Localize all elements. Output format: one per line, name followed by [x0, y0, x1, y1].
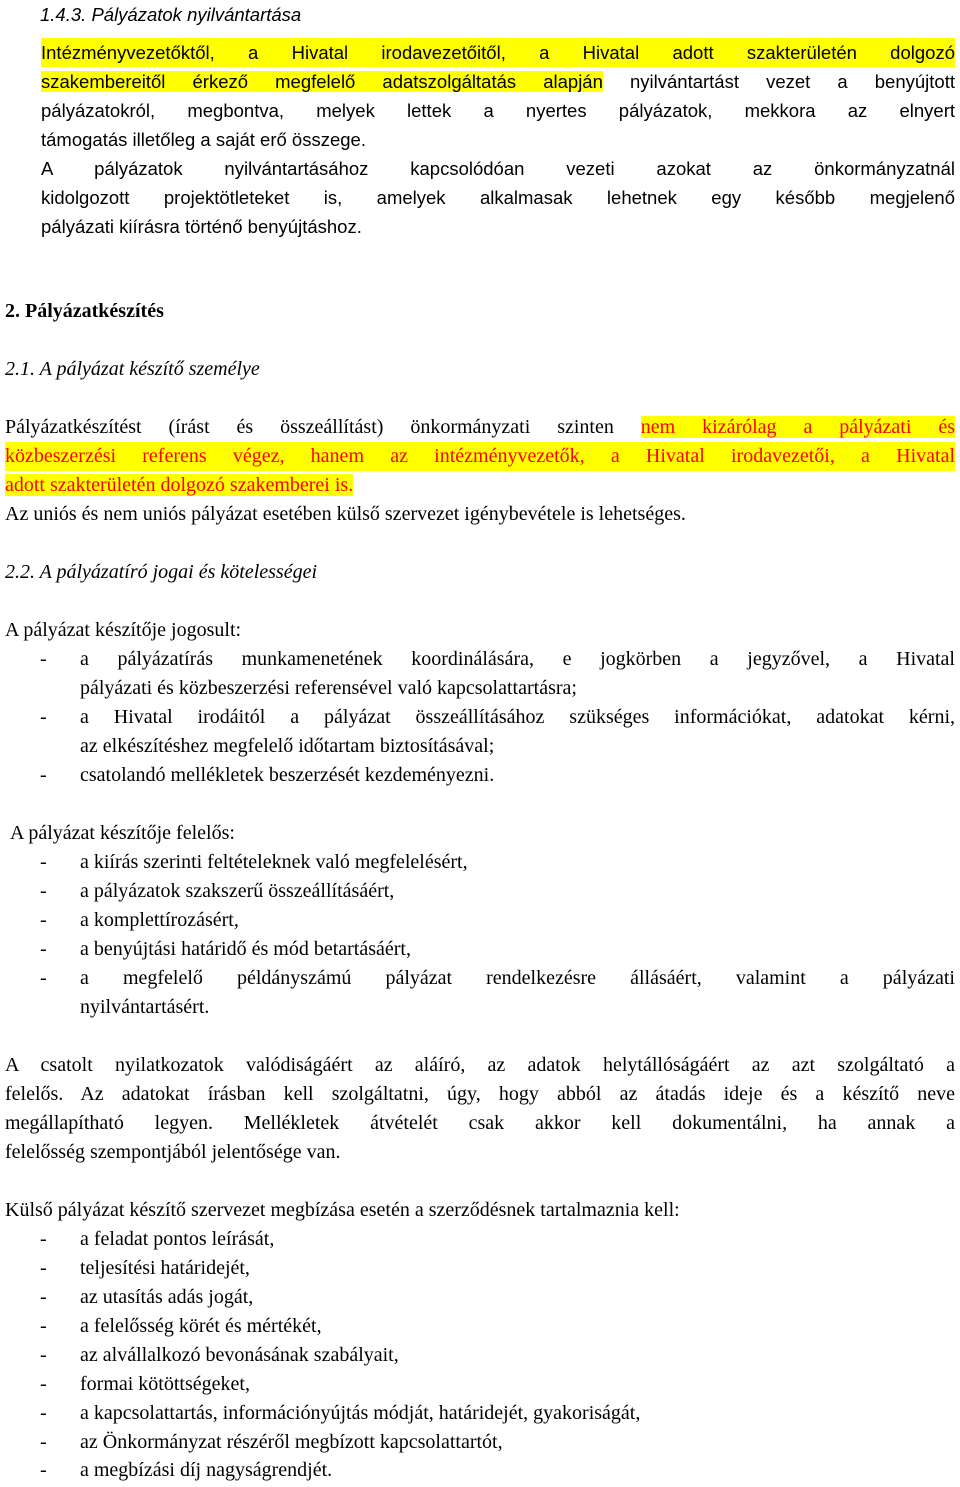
list-item [0, 935, 960, 964]
section-title: Pályázatok nyilvántartása [91, 4, 302, 25]
highlighted-text: Intézményvezetőktől, a Hivatal irodavezetőitől, a Hivatal adott szakterületén dolgozó [41, 38, 955, 67]
list-item-text: a kapcsolattartás, információnyújtás módját, határidejét, gyakoriságát, [80, 1402, 641, 1424]
list-item [0, 1456, 960, 1485]
paragraph-line: pályázatokról, megbontva, melyek lettek a nyertes pályázatok, mekkora az elnyert [41, 100, 955, 121]
list-item-text: a megfelelő példányszámú pályázat rendelkezésre állásáért, valamint a pályázati [80, 967, 955, 989]
paragraph-line: felelősség szempontjából jelentősége van. [5, 1141, 341, 1163]
highlighted-text: adott szakterületén dolgozó szakemberei is. [5, 474, 354, 496]
paragraph-line [5, 413, 955, 442]
list-item [0, 1341, 960, 1370]
paragraph-line [41, 38, 955, 67]
list-item [0, 877, 960, 906]
list-item-text: az elkészítéshez megfelelő időtartam biztosításával; [80, 735, 495, 757]
list-item [0, 964, 960, 993]
paragraph-line: megállapítható legyen. Mellékletek átvételét csak akkor kell dokumentálni, ha annak a [5, 1112, 955, 1134]
paragraph-text: Pályázatkészítést (írást és összeállítást) önkormányzati szinten [5, 416, 641, 438]
list-dash: - [40, 706, 47, 728]
contract-intro: Külső pályázat készítő szervezet megbízása esetén a szerződésnek tartalmaznia kell: [5, 1199, 680, 1221]
list-dash: - [40, 1402, 47, 1424]
list-dash: - [40, 880, 47, 902]
list-dash: - [40, 909, 47, 931]
list-item [0, 761, 960, 790]
list-item [0, 1399, 960, 1428]
highlighted-text: nem kizárólag a pályázati és [640, 416, 955, 438]
list-item-text: a komplettírozásért, [80, 909, 239, 931]
section-heading-2-2: 2.2. A pályázatíró jogai és kötelességei [5, 561, 318, 583]
list-item-text: az utasítás adás jogát, [80, 1286, 254, 1308]
list-item [0, 1428, 960, 1457]
list-item [0, 848, 960, 877]
list-item-continuation [0, 993, 960, 1022]
list-item [0, 1225, 960, 1254]
section-heading-1-4-3 [40, 0, 940, 29]
list-item-continuation [0, 674, 960, 703]
list-dash: - [40, 967, 47, 989]
paragraph-line [5, 471, 955, 500]
list-item [0, 703, 960, 732]
list-item-text: teljesítési határidejét, [80, 1257, 250, 1279]
paragraph-line: A pályázatok nyilvántartásához kapcsolódóan vezeti azokat az önkormányzatnál [41, 158, 955, 179]
paragraph-line: támogatás illetőleg a saját erő összege. [41, 129, 366, 150]
list-dash: - [40, 1459, 47, 1481]
list-dash: - [40, 1257, 47, 1279]
list-item-text: az Önkormányzat részéről megbízott kapcsolattartót, [80, 1431, 503, 1453]
list-item-text: a Hivatal irodáitól a pályázat összeállításához szükséges információkat, adatokat kérni, [80, 706, 955, 728]
list-item-text: a feladat pontos leírását, [80, 1228, 275, 1250]
paragraph-line: A csatolt nyilatkozatok valódiságáért az aláíró, az adatok helytállóságáért az azt szolgáltató a [5, 1054, 955, 1076]
list-dash: - [40, 1315, 47, 1337]
highlighted-text: szakembereitől érkező megfelelő adatszolgáltatás alapján [41, 71, 603, 92]
list-dash: - [40, 1373, 47, 1395]
paragraph-line [41, 67, 955, 96]
list-dash: - [40, 764, 47, 786]
list-item-text: pályázati és közbeszerzési referensével való kapcsolattartásra; [80, 677, 577, 699]
list-dash: - [40, 1228, 47, 1250]
section-heading-2-1: 2.1. A pályázat készítő személye [5, 358, 260, 380]
paragraph-line: felelős. Az adatokat írásban kell szolgáltatni, úgy, hogy abból az átadás ideje és a készítő neve [5, 1083, 955, 1105]
section-number: 1.4.3. [40, 4, 87, 25]
list-dash: - [40, 851, 47, 873]
section-heading-2: 2. Pályázatkészítés [5, 300, 164, 322]
paragraph-line [5, 442, 955, 471]
paragraph-line: pályázati kiírásra történő benyújtáshoz. [41, 216, 362, 237]
list-item-text: a pályázatok szakszerű összeállításáért, [80, 880, 395, 902]
list-item [0, 645, 960, 674]
list-item-text: formai kötöttségeket, [80, 1373, 250, 1395]
paragraph-line: Az uniós és nem uniós pályázat esetében külső szervezet igénybevétele is lehetséges. [5, 503, 686, 525]
list-dash: - [40, 1431, 47, 1453]
list-item [0, 1370, 960, 1399]
duties-intro: A pályázat készítője felelős: [10, 822, 235, 844]
paragraph-line: kidolgozott projektötleteket is, amelyek alkalmasak lehetnek egy később megjelenő [41, 187, 955, 208]
list-item [0, 1254, 960, 1283]
list-dash: - [40, 648, 47, 670]
rights-intro: A pályázat készítője jogosult: [5, 619, 242, 641]
list-item-text: az alvállalkozó bevonásának szabályait, [80, 1344, 399, 1366]
list-item [0, 906, 960, 935]
list-dash: - [40, 938, 47, 960]
list-item-text: a felelősség körét és mértékét, [80, 1315, 322, 1337]
list-dash: - [40, 1344, 47, 1366]
list-item-text: a benyújtási határidő és mód betartásáért, [80, 938, 411, 960]
list-item-text: nyilvántartásért. [80, 996, 210, 1018]
list-item-continuation [0, 732, 960, 761]
list-item-text: a kiírás szerinti feltételeknek való megfelelésért, [80, 851, 468, 873]
list-item [0, 1312, 960, 1341]
list-item-text: a megbízási díj nagyságrendjét. [80, 1459, 333, 1481]
highlighted-text: közbeszerzési referens végez, hanem az intézményvezetők, a Hivatal irodavezetői, a Hivatal [5, 442, 955, 471]
list-item [0, 1283, 960, 1312]
list-item-text: a pályázatírás munkamenetének koordinálására, e jogkörben a jegyzővel, a Hivatal [80, 648, 955, 670]
paragraph-text: nyilvántartást vezet a benyújtott [602, 71, 955, 92]
list-dash: - [40, 1286, 47, 1308]
list-item-text: csatolandó mellékletek beszerzését kezdeményezni. [80, 764, 495, 786]
